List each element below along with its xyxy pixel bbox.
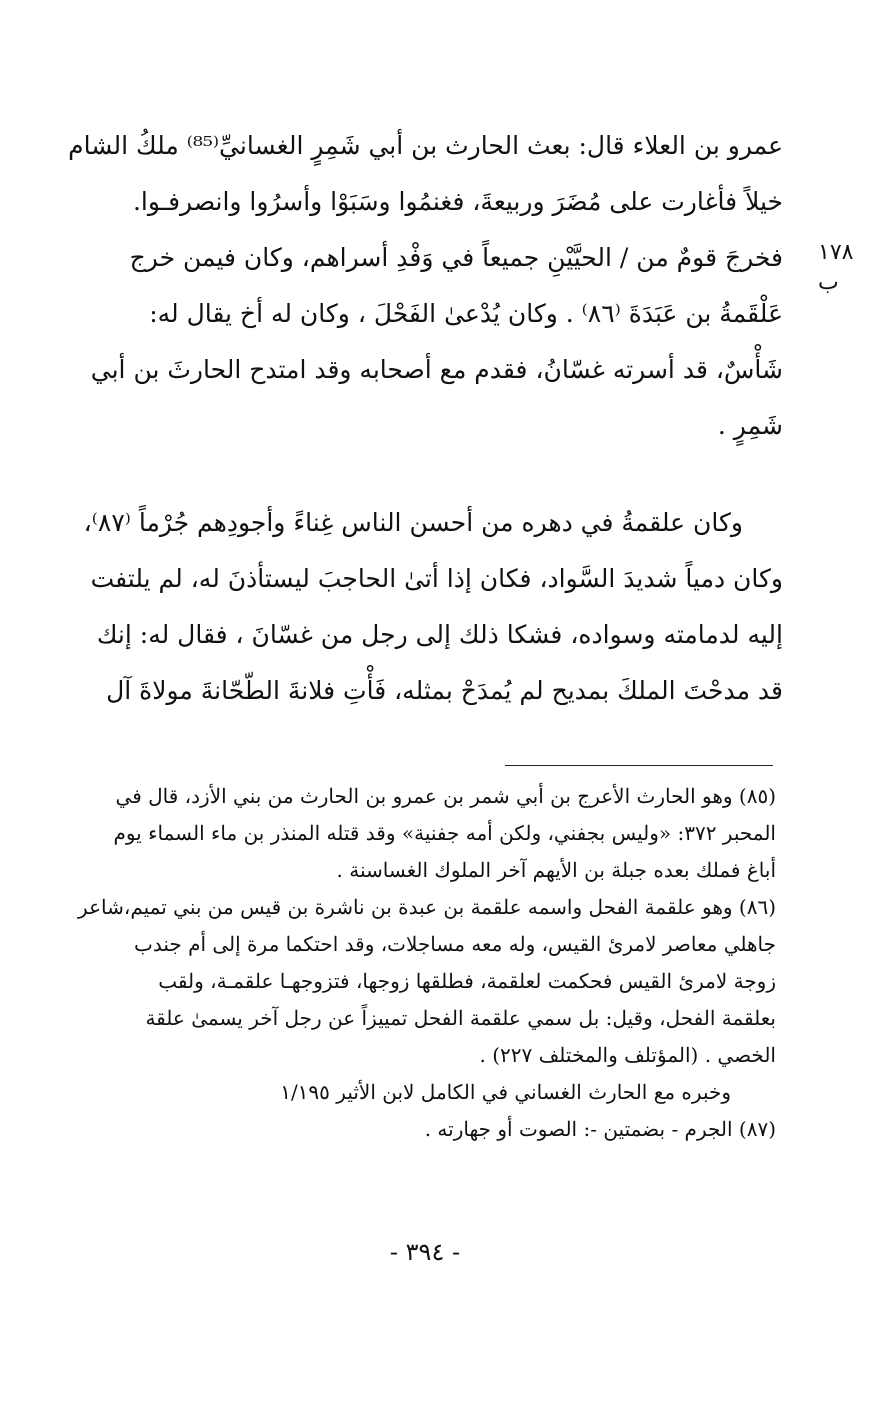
text-line: إليه لدمامته وسواده، فشكا ذلك إلى رجل من غسّانَ ، فقال له: إنك: [96, 620, 783, 649]
text-line: شَمِرٍ .: [717, 411, 783, 440]
text-line: فخرجَ قومٌ من / الحيَّيْنِ جميعاً في وَفْدِ أسراهم، وكان فيمن خرج: [129, 243, 783, 272]
paragraph-1: [68, 118, 783, 454]
footnote-85-line: أباغ فملك بعده جبلة بن الأيهم آخر الملوك الغساسنة .: [336, 858, 776, 882]
text-line: وكان دمياً شديدَ السَّواد، فكان إذا أتىٰ الحاجبَ ليستأذنَ له، لم يلتفت: [90, 564, 783, 593]
page-number: - ٣٩٤ -: [389, 1238, 461, 1266]
footnote-85-line: (٨٥) وهو الحارث الأعرج بن أبي شمر بن عمرو بن الحارث من بني الأزد، قال في: [115, 784, 776, 808]
paragraph-2: [83, 495, 783, 719]
footnote-86-line: الخصي . (المؤتلف والمختلف ٢٢٧) .: [479, 1043, 776, 1067]
text-line: وكان علقمةُ في دهره من أحسن الناس غِناءً وأجودِهم جُرْماً ⁽٨٧⁾،: [83, 508, 743, 537]
footnote-85-line: المحبر ٣٧٢: «وليس بجفني، ولكن أمه جفنية» وقد قتله المنذر بن ماء السماء يوم: [113, 821, 776, 845]
footnote-86-line: بعلقمة الفحل، وقيل: بل سمي علقمة الفحل تمييزاً عن رجل آخر يسمىٰ علقة: [145, 1006, 776, 1030]
footnote-86-line: زوجة لامرئ القيس فحكمت لعلقمة، فطلقها زوجها، فتزوجهـا علقمـة، ولقب: [158, 969, 776, 993]
footnote-86-source-line: وخبره مع الحارث الغساني في الكامل لابن الأثير ١/١٩٥: [280, 1080, 731, 1104]
text-line: خيلاً فأغارت على مُضَرَ وربيعةَ، فغنمُوا وسَبَوْا وأسرُوا وانصرفـوا.: [132, 187, 783, 216]
footnote-86-line: (٨٦) وهو علقمة الفحل واسمه علقمة بن عبدة بن ناشرة بن قيس من بني تميم،شاعر: [78, 895, 776, 919]
text-line: شَأْسٌ، قد أسرته غسّانُ، فقدم مع أصحابه وقد امتدح الحارثَ بن أبي: [90, 355, 783, 384]
footnote-87-line: (٨٧) الجرم - بضمتين -: الصوت أو جهارته .: [424, 1117, 776, 1141]
text-line: عَلْقَمةُ بن عَبَدَةَ ⁽٨٦⁾ . وكان يُدْعىٰ الفَحْلَ ، وكان له أخ يقال له:: [149, 299, 783, 328]
footnotes: [64, 778, 776, 1148]
footnote-86-line: جاهلي معاصر لامرئ القيس، وله معه مساجلات، وقد احتكما مرة إلى أم جندب: [134, 932, 776, 956]
text-line: قد مدحْتَ الملكَ بمديح لم يُمدَحْ بمثله، فَأْتِ فلانةَ الطّحّانةَ مولاةَ آل: [106, 676, 783, 705]
text-line: عمرو بن العلاء قال: بعث الحارث بن أبي شَمِرٍ الغسانيِّ⁽⁸⁵⁾ ملكُ الشام: [68, 131, 783, 160]
footnote-separator: [505, 765, 773, 766]
manuscript-folio-note: ١٧٨ ب: [818, 240, 854, 295]
